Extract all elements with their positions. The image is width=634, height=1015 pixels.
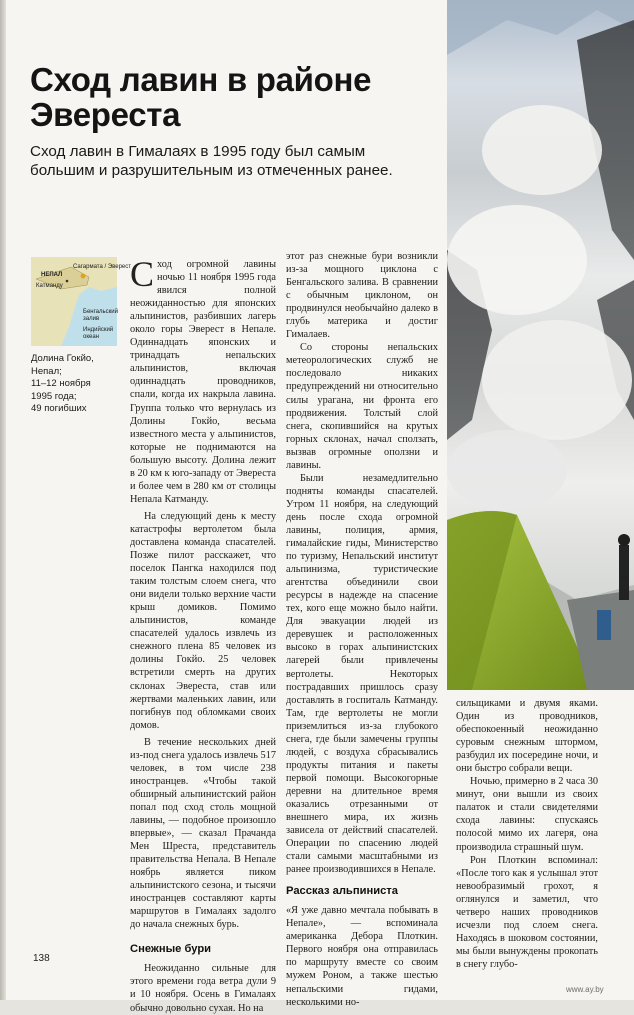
summary-dates: 11–12 ноября: [31, 378, 91, 390]
heading-climber-story: Рассказ альпиниста: [286, 885, 399, 898]
text-column-2: [286, 250, 438, 1008]
drop-cap: С: [130, 254, 155, 294]
watermark: www.ay.by: [566, 985, 604, 994]
map-label-bengal: Бенгальский залив: [83, 309, 118, 322]
summary-location: Долина Гокйо,: [31, 353, 94, 364]
avalanche-photo: [447, 0, 634, 690]
paragraph-deborah: «Я уже давно мечтала побывать в Непале», — вспоминала американка Дебора Плоткин. Первого ноября она отправилась по маршруту вместе со своим мужем Роном, а также шестью непальскими гидами, несколькими но-: [286, 905, 438, 1008]
summary-deaths: 49 погибших: [31, 403, 87, 415]
paragraph-warnings: Со стороны непальских метеорологических служб не последовало никаких предупреждений ни относительно силы урагана, ни фронта его продвижения. Толстый слой снега, скопившийся на крутых горных склонах, начал сползать, вызвав огромные оползни и лавины.: [286, 342, 438, 471]
paragraph-extracted: В течение нескольких дней из-под снега удалось извлечь 517 человек, в том числе 238 иностранцев. «Чтобы такой обширный альпинистский район попал под сход столь мощной лавины, — подобное произошло впервые», — сказал Прачанда Мен Шреста, представитель правительства Непала. В Непале ноябрь является пиком альпинистского сезона, и тысячи иностранцев составляют карты маршрутов в Гималаях задолго до начала снежных бурь.: [130, 736, 276, 931]
paragraph-ron: Рон Плоткин вспоминал: «После того как я услышал этот невообразимый грохот, я оглянулся и заметил, что четверо наших проводников исчезли под слоем снега. Находясь в шоковом состоянии, мы были вынуждены прокопать в снегу глубо-: [456, 854, 598, 970]
page-left-edge: [0, 0, 6, 1000]
event-summary: [31, 353, 121, 416]
article-lead: Сход лавин в Гималаях в 1995 году был самым большим и разрушительным из отмеченных ранее.: [30, 143, 393, 179]
map-label-kathmandu: Катманду: [36, 283, 63, 289]
summary-country: Непал;: [31, 365, 62, 377]
avalanche-photo-art: [447, 0, 634, 690]
locator-map: [31, 257, 132, 346]
map-label-nepal: НЕПАЛ: [41, 272, 63, 278]
paragraph-winds: Неожиданно сильные для этого времени года ветра дули 9 и 10 ноября. Осень в Гималаях обычно довольно сухая. Но на: [130, 963, 276, 1014]
paragraph-night: Ночью, примерно в 2 часа 30 минут, они вышли из своих палаток и стали свидетелями схода лавины: спускаясь полосой мимо их лагеря, она производила страшный шум.: [456, 776, 598, 853]
text-column-1: [130, 254, 276, 1014]
paragraph-porters: сильщиками и двумя яками. Один из проводников, обеспокоенный неожиданно суровым снежным штормом, разбудил их посередине ночи, и они быстро собрали вещи.: [456, 698, 598, 775]
paragraph-intro-text: ход огромной лавины ночью 11 ноября 1995 года явился полной неожиданностью для японских альпинистов, разбивших лагерь около горы Эверест в Непале. Одиннадцать японских и тринадцать непальских альпинистов, включая одиннадцать проводников, спали, когда их накрыла лавина. Группа только что вернулась из Долины Гокйо, весьма известного места у альпинистов, которые не поднимаются на большую высоту. Долина лежит в 20 км к юго-западу от Эвереста и более чем в 280 км от столицы Непала Катманду.: [130, 259, 276, 505]
paragraph-cyclone: этот раз снежные бури возникли из-за мощного циклона с Бенгальского залива. В сравнении с обычным циклоном, он продвинулся необычайно далеко в глубь материка и достиг Гималаев.: [286, 251, 438, 341]
paragraph-rescue-team: На следующий день к месту катастрофы вертолетом была доставлена команда спасателей. Позже пилот расскажет, что поселок Пангка находился под таким толстым слоем снега, что они видели только верхние части крыш домиков. Помимо альпинистов, команде спасателей удалось извлечь из снежного плена 85 человек из долины Гокйо. 25 человек встретили смерть на других склонах Эвереста, став или жертвами маленьких лавин, или погибнув под обломками своих домов.: [130, 510, 276, 731]
text-column-3: [456, 697, 598, 970]
paragraph-intro: [130, 254, 276, 506]
article-title: Сход лавин в районе Эвереста: [30, 61, 372, 133]
map-label-everest: Сагармата / Эверест: [73, 264, 132, 270]
map-label-ocean: Индийский океан: [83, 327, 114, 340]
paragraph-rescue-ops: Были незамедлительно подняты команды спасателей. Утром 11 ноября, на следующий день после схода огромной лавины, полиция, армия, гималайские гиды, Министерство по туризму, Непальский институт альпинизма, туристические агентства объединили свои ресурсы в надежде на спасение тех, кого еще можно было найти. Для эвакуации людей из деревушек и расположенных высоко в горах альпинистских лагерей были привлечены вертолеты. Некоторых пострадавших пришлось сразу доставлять в госпиталь Катманду. Там, где вертолеты не могли приземлиться из-за глубокого снега, где были замечены группы людей, с воздуха сбрасывались продукты питания и пакеты первой помощи. Высокогорные деревни на длительное время оказались отрезанными от внешнего мира, их жизнь зависела от действий спасателей. Операции по спасению людей стали самыми масштабными из ранее производившихся в Непале.: [286, 472, 438, 876]
page-number: 138: [33, 953, 50, 964]
heading-snow-storms: Снежные бури: [130, 943, 212, 956]
summary-year: 1995 года;: [31, 390, 77, 402]
